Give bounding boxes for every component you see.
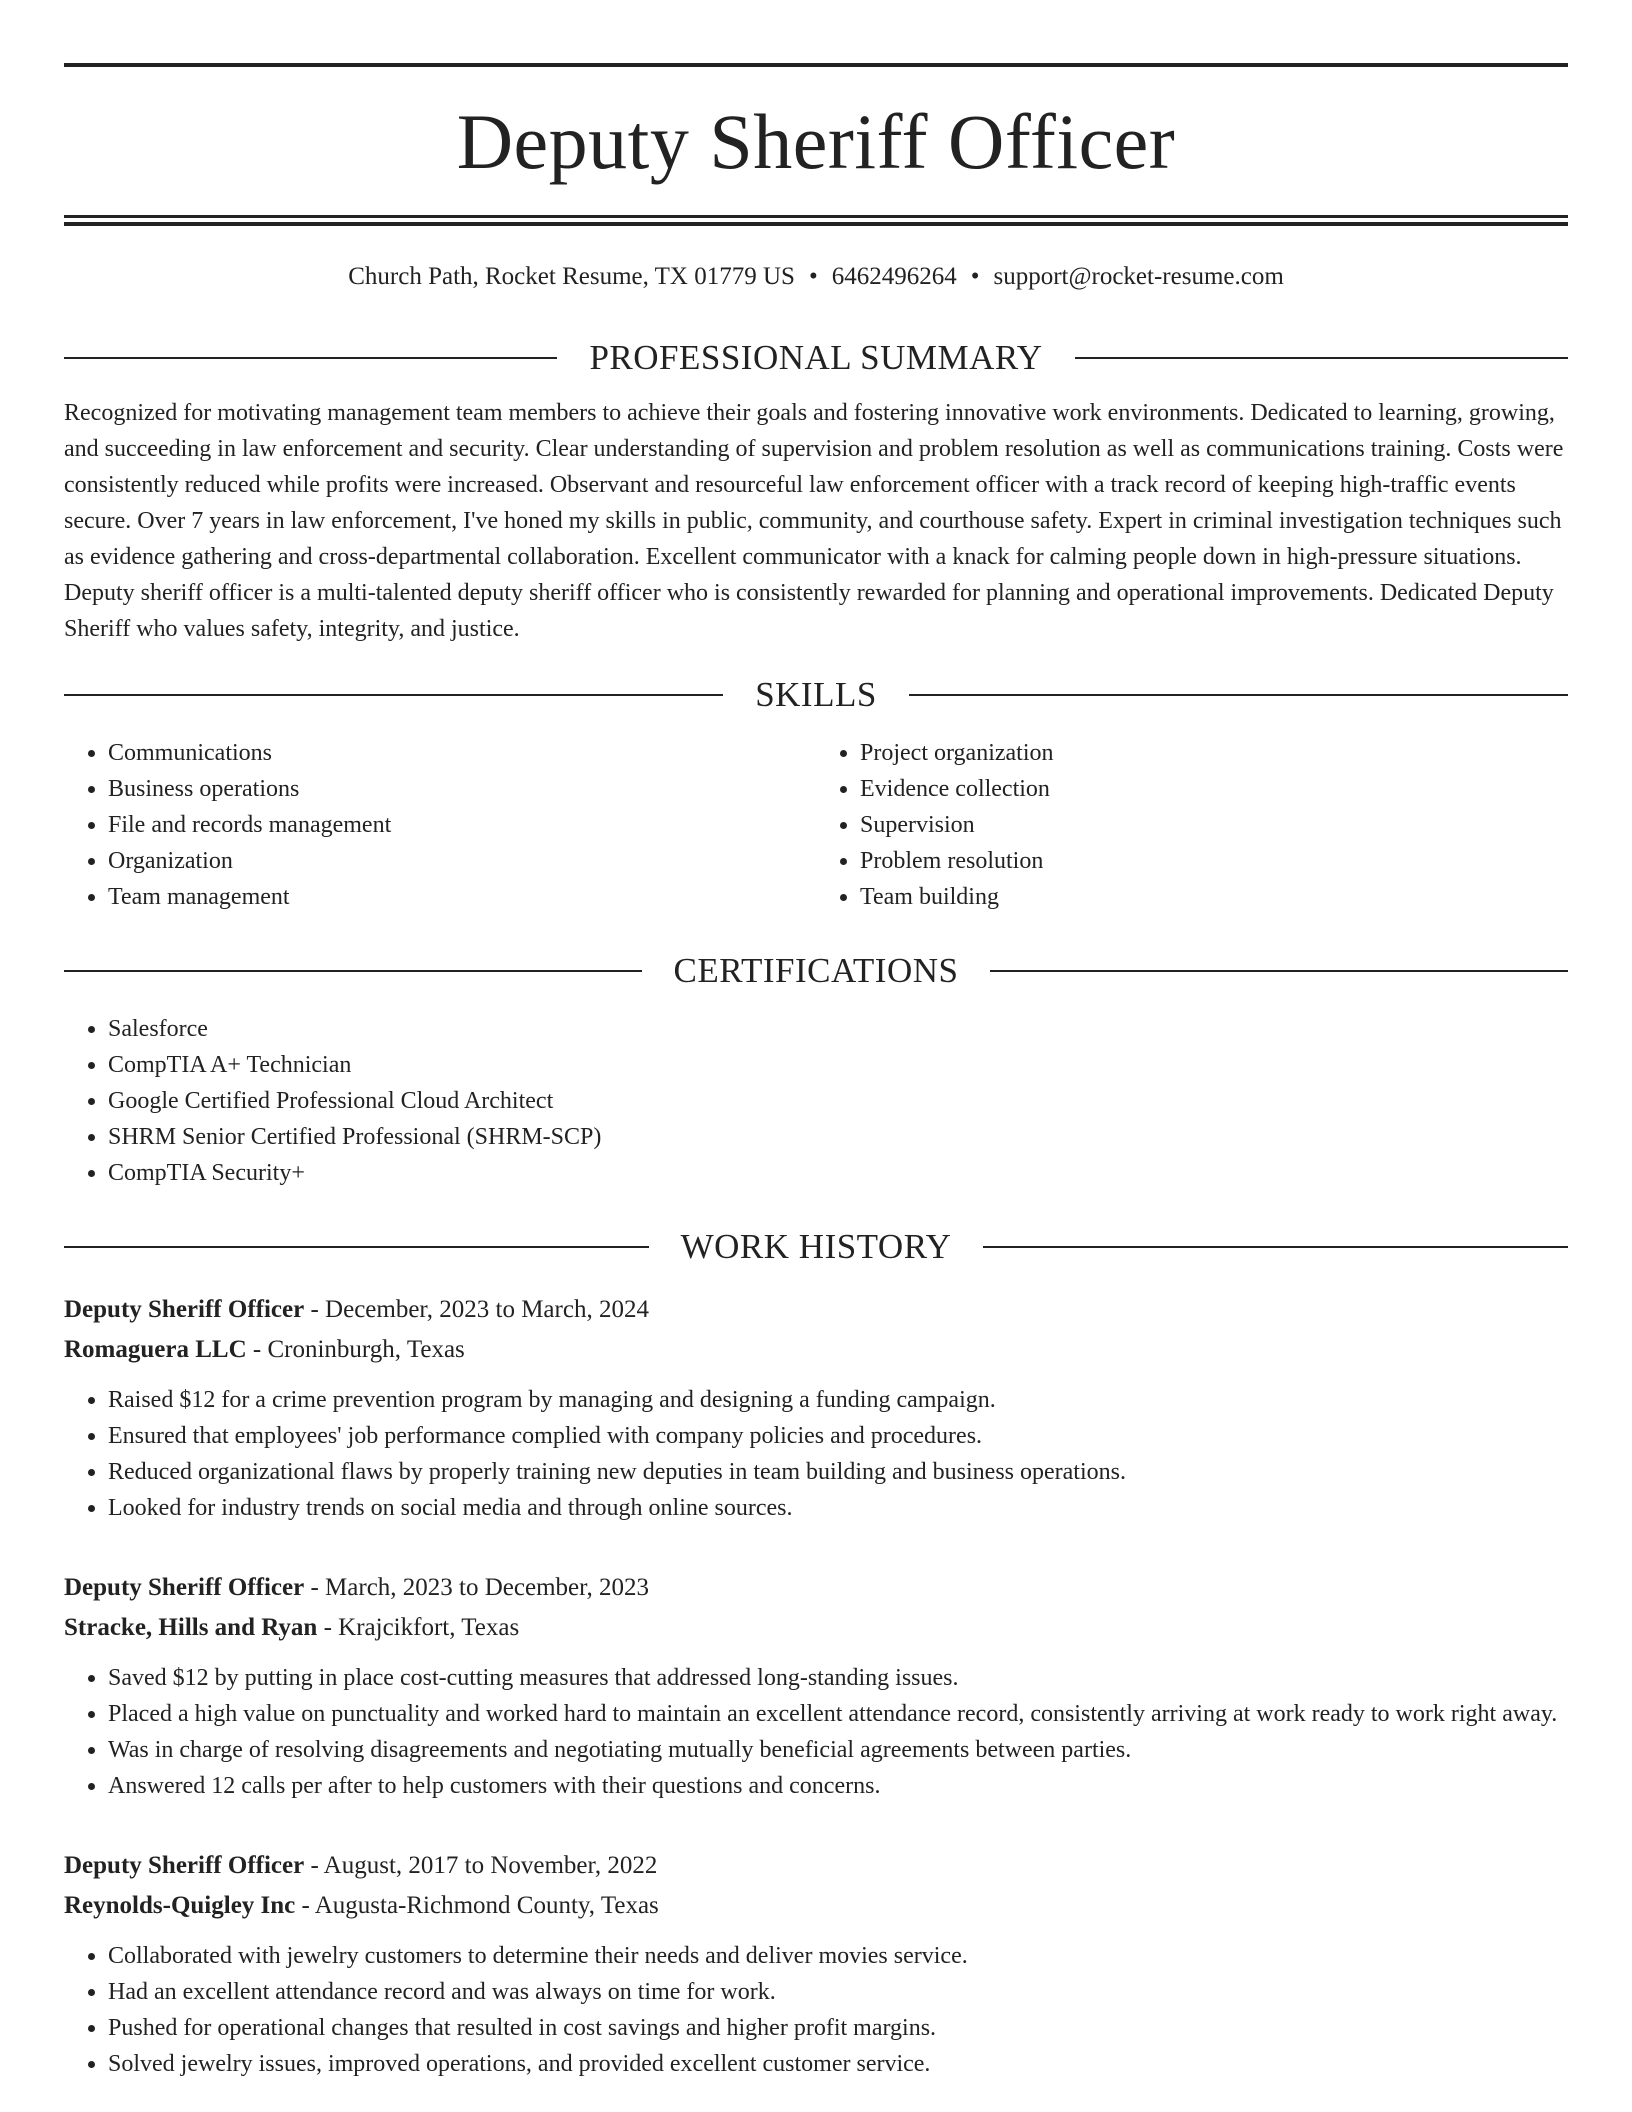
contact-address: Church Path, Rocket Resume, TX 01779 US: [348, 263, 795, 290]
job-bullet: • Pushed for operational changes that resulted in cost savings and higher profit margins.: [108, 2010, 1568, 2046]
certifications-list: [64, 1011, 1568, 1191]
skill-item: • Communications: [108, 735, 816, 771]
job-bullet: • Answered 12 calls per after to help customers with their questions and concerns.: [108, 1768, 1568, 1804]
work-history-heading: [64, 1229, 1568, 1264]
job-company: Romaguera LLC: [64, 1336, 247, 1363]
skills-column-right: [816, 735, 1568, 915]
contact-phone: 6462496264: [831, 263, 957, 290]
job-company: Stracke, Hills and Ryan: [64, 1614, 318, 1641]
job-entry: [64, 1290, 1568, 1526]
skill-item: • Project organization: [860, 735, 1568, 771]
skill-item: • Problem resolution: [860, 843, 1568, 879]
certifications-heading: [64, 953, 1568, 988]
job-company: Reynolds-Quigley Inc: [64, 1892, 296, 1919]
job-bullet: • Had an excellent attendance record and was always on time for work.: [108, 1974, 1568, 2010]
contact-separator: •: [970, 263, 980, 290]
job-bullet: • Solved jewelry issues, improved operations, and provided excellent customer service.: [108, 2046, 1568, 2082]
job-bullet: • Collaborated with jewelry customers to determine their needs and deliver movies service.: [108, 1938, 1568, 1974]
heading-rule: [64, 694, 723, 696]
job-bullet: • Ensured that employees' job performance complied with company policies and procedures.: [108, 1418, 1568, 1454]
job-dates: - August, 2017 to November, 2022: [304, 1852, 658, 1879]
top-rule: [64, 63, 1568, 67]
skills-heading: [64, 677, 1568, 712]
job-role: Deputy Sheriff Officer: [64, 1852, 305, 1879]
summary-title: PROFESSIONAL SUMMARY: [589, 338, 1043, 377]
heading-rule: [64, 1246, 649, 1248]
job-location: - Krajcikfort, Texas: [317, 1614, 520, 1641]
heading-rule: [64, 970, 642, 972]
job-dates: - December, 2023 to March, 2024: [304, 1296, 649, 1323]
job-location: - Croninburgh, Texas: [246, 1336, 465, 1363]
job-role: Deputy Sheriff Officer: [64, 1574, 305, 1601]
heading-rule: [1075, 357, 1568, 359]
skills-title: SKILLS: [755, 675, 877, 714]
job-title-line: [64, 1290, 1568, 1330]
certification-item: • CompTIA Security+: [108, 1155, 1568, 1191]
job-role: Deputy Sheriff Officer: [64, 1296, 305, 1323]
skill-item: • File and records management: [108, 807, 816, 843]
contact-email[interactable]: support@rocket-resume.com: [993, 263, 1284, 290]
job-bullet: • Placed a high value on punctuality and worked hard to maintain an excellent attendance record, consistently arriving at work ready to work right away.: [108, 1696, 1568, 1732]
skills-column-left: [64, 735, 816, 915]
job-bullet: • Reduced organizational flaws by properly training new deputies in team building and business operations.: [108, 1454, 1568, 1490]
job-company-line: [64, 1886, 1568, 1926]
job-title-line: [64, 1568, 1568, 1608]
skill-item: • Team building: [860, 879, 1568, 915]
job-dates: - March, 2023 to December, 2023: [304, 1574, 649, 1601]
summary-text: Recognized for motivating management team members to achieve their goals and fostering innovative work environments. Dedicated to learning, growing, and succeeding in law enforcement and security. Clear understanding of supervision and problem resolution as well as communications training. Costs were consistently reduced while profits were increased. Observant and resourceful law enforcement officer with a track record of keeping high-traffic events secure. Over 7 years in law enforcement, I've honed my skills in public, community, and courthouse safety. Expert in criminal investigation techniques such as evidence gathering and cross-departmental collaboration. Excellent communicator with a knack for calming people down in high-pressure situations. Deputy sheriff officer is a multi-talented deputy sheriff officer who is consistently rewarded for planning and operational improvements. Dedicated Deputy Sheriff who values safety, integrity, and justice.: [64, 400, 1564, 642]
job-bullet: • Was in charge of resolving disagreements and negotiating mutually beneficial agreements between parties.: [108, 1732, 1568, 1768]
skills-list: [64, 735, 1568, 915]
job-bullets: [64, 1938, 1568, 2082]
skill-item: • Supervision: [860, 807, 1568, 843]
job-bullet: • Raised $12 for a crime prevention program by managing and designing a funding campaign.: [108, 1382, 1568, 1418]
summary-heading: [64, 340, 1568, 375]
contact-separator: •: [808, 263, 818, 290]
job-company-line: [64, 1330, 1568, 1370]
skill-item: • Business operations: [108, 771, 816, 807]
certification-item: • SHRM Senior Certified Professional (SHRM-SCP): [108, 1119, 1568, 1155]
heading-rule: [983, 1246, 1568, 1248]
heading-rule: [909, 694, 1568, 696]
job-title-line: [64, 1846, 1568, 1886]
heading-rule: [64, 357, 557, 359]
certification-item: • Salesforce: [108, 1011, 1568, 1047]
job-company-line: [64, 1608, 1568, 1648]
job-bullets: [64, 1660, 1568, 1804]
skill-item: • Team management: [108, 879, 816, 915]
job-entry: [64, 1846, 1568, 2082]
header-double-rule: [64, 215, 1568, 226]
contact-line: [64, 262, 1568, 292]
skill-item: • Evidence collection: [860, 771, 1568, 807]
job-entry: [64, 1568, 1568, 1804]
work-history-title: WORK HISTORY: [680, 1227, 952, 1266]
job-bullets: [64, 1382, 1568, 1526]
certification-item: • CompTIA A+ Technician: [108, 1047, 1568, 1083]
heading-rule: [990, 970, 1568, 972]
resume-name: Deputy Sheriff Officer: [456, 98, 1176, 185]
certification-item: • Google Certified Professional Cloud Architect: [108, 1083, 1568, 1119]
job-bullet: • Saved $12 by putting in place cost-cutting measures that addressed long-standing issues.: [108, 1660, 1568, 1696]
skill-item: • Organization: [108, 843, 816, 879]
job-location: - Augusta-Richmond County, Texas: [295, 1892, 659, 1919]
job-bullet: • Looked for industry trends on social media and through online sources.: [108, 1490, 1568, 1526]
certifications-title: CERTIFICATIONS: [673, 951, 959, 990]
